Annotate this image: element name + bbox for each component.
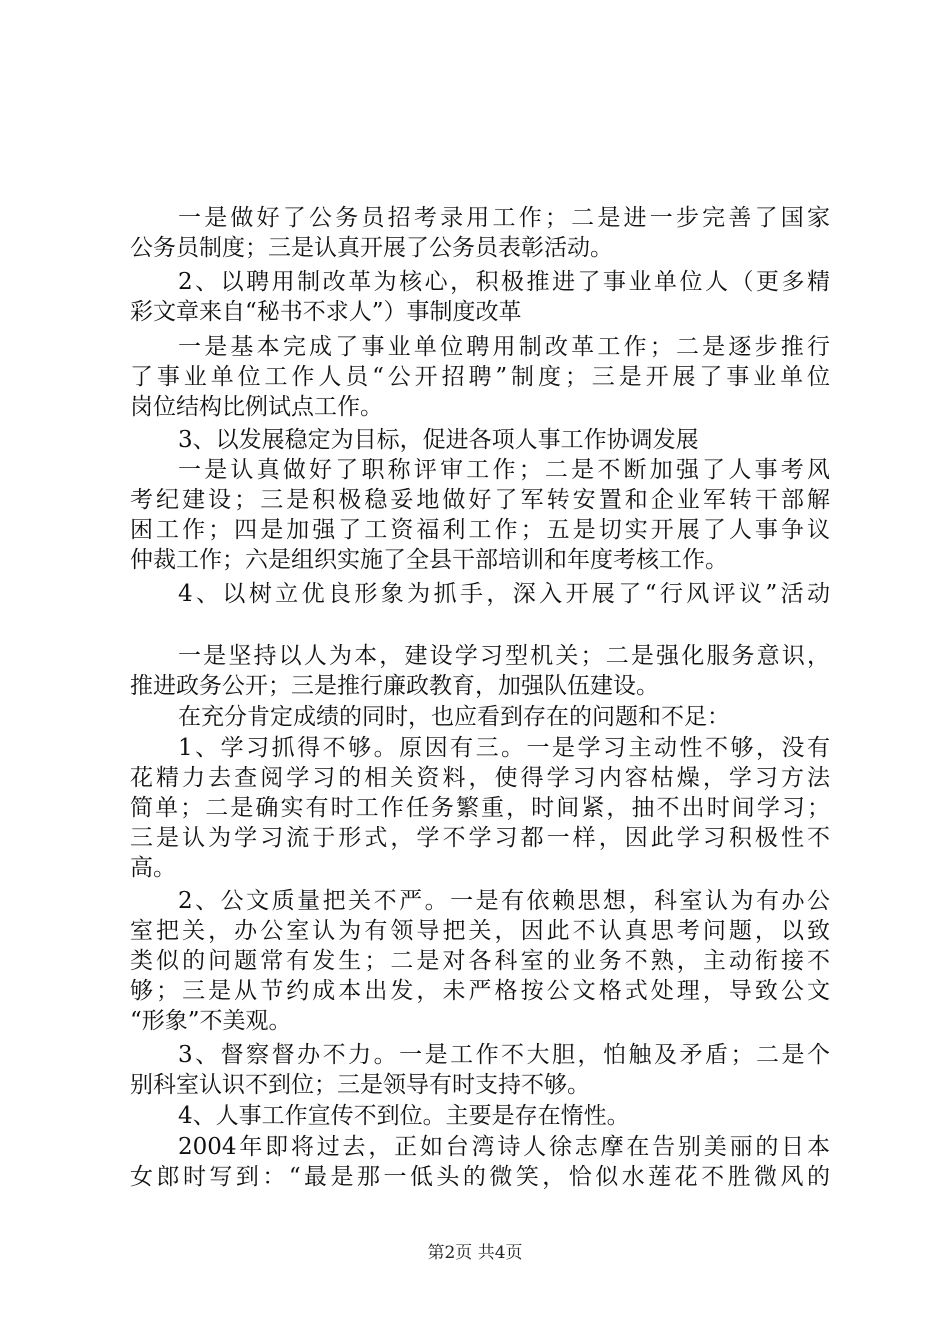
paragraph-9-line-1: 1、学习抓得不够。原因有三。一是学习主动性不够，没有	[178, 735, 830, 761]
paragraph-12-line-1: 4、人事工作宣传不到位。主要是存在惰性。	[178, 1103, 630, 1129]
paragraph-5-line-4: 仲裁工作；六是组织实施了全县干部培训和年度考核工作。	[130, 547, 728, 573]
paragraph-11-line-1: 3、督察督办不力。一是工作不大胆，怕触及矛盾；二是个	[178, 1042, 830, 1068]
paragraph-2-line-1: 2、以聘用制改革为核心，积极推进了事业单位人（更多精	[178, 269, 830, 295]
paragraph-10-line-4: 够；三是从节约成本出发，未严格按公文格式处理，导致公文	[130, 978, 830, 1004]
paragraph-5-line-1: 一是认真做好了职称评审工作；二是不断加强了人事考风	[178, 457, 830, 483]
paragraph-7-line-1: 一是坚持以人为本，建设学习型机关；二是强化服务意识，	[178, 643, 830, 669]
paragraph-3-line-2: 了事业单位工作人员“公开招聘”制度；三是开展了事业单位	[130, 364, 830, 390]
paragraph-9-line-4: 三是认为学习流于形式，学不学习都一样，因此学习积极性不	[130, 825, 830, 851]
paragraph-3-line-1: 一是基本完成了事业单位聘用制改革工作；二是逐步推行	[178, 334, 830, 360]
paragraph-6-line-1: 4、以树立优良形象为抓手，深入开展了“行风评议”活动	[178, 581, 830, 607]
page-footer: 第2页 共4页	[427, 1243, 523, 1263]
paragraph-7-line-2: 推进政务公开；三是推行廉政教育，加强队伍建设。	[130, 673, 659, 699]
paragraph-2-line-2: 彩文章来自“秘书不求人”）事制度改革	[130, 299, 522, 325]
paragraph-9-line-3: 简单；二是确实有时工作任务繁重，时间紧，抽不出时间学习；	[130, 795, 830, 821]
paragraph-4-line-1: 3、以发展稳定为目标，促进各项人事工作协调发展	[178, 427, 699, 453]
paragraph-1-line-1: 一是做好了公务员招考录用工作；二是进一步完善了国家	[178, 205, 830, 231]
paragraph-10-line-2: 室把关，办公室认为有领导把关，因此不认真思考问题，以致	[130, 918, 830, 944]
paragraph-10-line-1: 2、公文质量把关不严。一是有依赖思想，科室认为有办公	[178, 888, 830, 914]
paragraph-5-line-2: 考纪建设；三是积极稳妥地做好了军转安置和企业军转干部解	[130, 487, 830, 513]
paragraph-3-line-3: 岗位结构比例试点工作。	[130, 394, 383, 420]
paragraph-1-line-2: 公务员制度；三是认真开展了公务员表彰活动。	[130, 235, 613, 261]
paragraph-9-line-2: 花精力去查阅学习的相关资料，使得学习内容枯燥，学习方法	[130, 765, 830, 791]
paragraph-11-line-2: 别科室认识不到位；三是领导有时支持不够。	[130, 1072, 590, 1098]
paragraph-10-line-3: 类似的问题常有发生；二是对各科室的业务不熟，主动衔接不	[130, 948, 830, 974]
paragraph-9-line-5: 高。	[130, 855, 176, 881]
paragraph-5-line-3: 困工作；四是加强了工资福利工作；五是切实开展了人事争议	[130, 517, 830, 543]
paragraph-10-line-5: “形象”不美观。	[130, 1008, 292, 1034]
paragraph-13-line-2: 女郎时写到：“最是那一低头的微笑，恰似水莲花不胜微风的	[130, 1164, 830, 1190]
paragraph-8-line-1: 在充分肯定成绩的同时，也应看到存在的问题和不足：	[178, 704, 730, 730]
paragraph-13-line-1: 2004年即将过去，正如台湾诗人徐志摩在告别美丽的日本	[178, 1134, 830, 1160]
